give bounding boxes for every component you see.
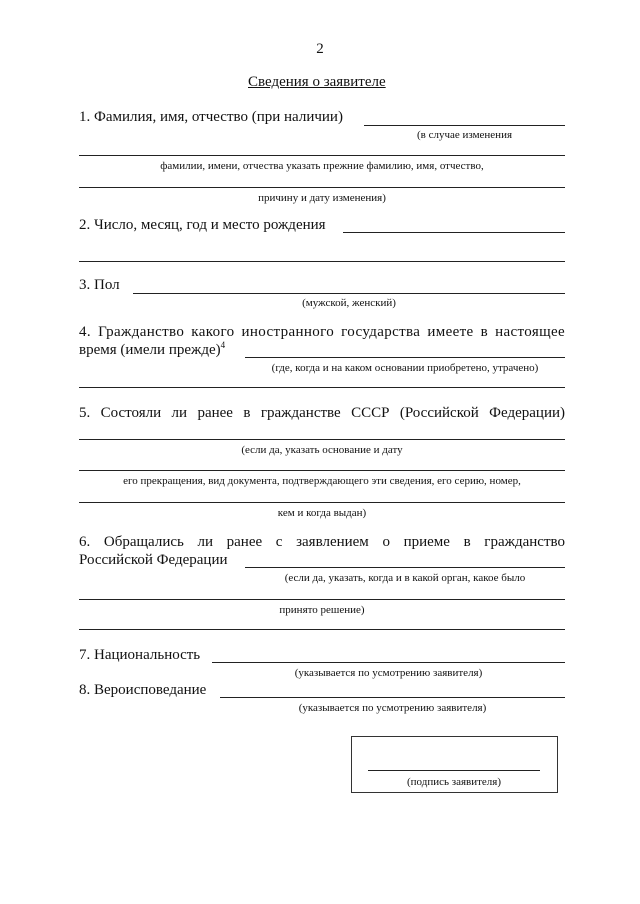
item-5-note-1: (если да, указать основание и дату bbox=[241, 444, 403, 456]
item-1-input-line[interactable] bbox=[364, 125, 565, 126]
item-3-note: (мужской, женский) bbox=[302, 297, 396, 309]
item-7-input-line[interactable] bbox=[212, 662, 565, 663]
item-6-input-line[interactable] bbox=[245, 567, 565, 568]
item-2-label: 2. Число, месяц, год и место рождения bbox=[79, 217, 326, 233]
page-number: 2 bbox=[316, 41, 324, 57]
item-4-input-line-2[interactable] bbox=[79, 387, 565, 388]
footnote-ref: 4 bbox=[220, 340, 226, 350]
item-1-note-3: причину и дату изменения) bbox=[258, 192, 386, 204]
item-2-input-line[interactable] bbox=[343, 232, 565, 233]
item-1-label: 1. Фамилия, имя, отчество (при наличии) bbox=[79, 109, 343, 125]
item-4-note: (где, когда и на каком основании приобретено, утрачено) bbox=[271, 362, 539, 374]
item-3-label: 3. Пол bbox=[79, 277, 120, 293]
item-5-note-3: кем и когда выдан) bbox=[277, 507, 367, 519]
item-1-note-1: (в случае изменения bbox=[416, 129, 513, 141]
item-1-note-2: фамилии, имени, отчества указать прежние фамилию, имя, отчество, bbox=[160, 160, 484, 172]
item-5-note-2: его прекращения, вид документа, подтверждающего эти сведения, его серию, номер, bbox=[123, 475, 521, 487]
item-5-label: 5. Состояли ли ранее в гражданстве СССР (Российской Федерации) bbox=[79, 405, 565, 421]
item-6-input-line-3[interactable] bbox=[79, 629, 565, 630]
item-1-input-line-2[interactable] bbox=[79, 155, 565, 156]
item-6-note-1: (если да, указать, когда и в какой орган, какое было bbox=[284, 572, 526, 584]
item-4-label-text: время (имели прежде) bbox=[79, 342, 221, 358]
item-7-note: (указывается по усмотрению заявителя) bbox=[294, 667, 483, 679]
item-6-note-2: принято решение) bbox=[279, 604, 365, 616]
item-8-input-line[interactable] bbox=[220, 697, 565, 698]
item-2-input-line-2[interactable] bbox=[79, 261, 565, 262]
item-5-input-line-2[interactable] bbox=[79, 470, 565, 471]
item-4-label-line-2 bbox=[79, 342, 225, 359]
item-5-input-line[interactable] bbox=[79, 439, 565, 440]
item-6-label-line-1: 6. Обращались ли ранее с заявлением о приеме в гражданство bbox=[79, 534, 565, 550]
item-5-input-line-3[interactable] bbox=[79, 502, 565, 503]
item-4-label-line-1: 4. Гражданство какого иностранного государства имеете в настоящее bbox=[79, 324, 565, 340]
section-title: Сведения о заявителе bbox=[248, 74, 386, 90]
item-1-input-line-3[interactable] bbox=[79, 187, 565, 188]
item-6-input-line-2[interactable] bbox=[79, 599, 565, 600]
item-8-note: (указывается по усмотрению заявителя) bbox=[298, 702, 487, 714]
signature-line[interactable] bbox=[368, 770, 540, 771]
item-7-label: 7. Национальность bbox=[79, 647, 201, 663]
item-4-input-line[interactable] bbox=[245, 357, 565, 358]
signature-label: (подпись заявителя) bbox=[406, 776, 502, 788]
item-6-label-line-2: Российской Федерации bbox=[79, 552, 228, 568]
item-8-label: 8. Вероисповедание bbox=[79, 682, 207, 698]
item-3-input-line[interactable] bbox=[133, 293, 565, 294]
